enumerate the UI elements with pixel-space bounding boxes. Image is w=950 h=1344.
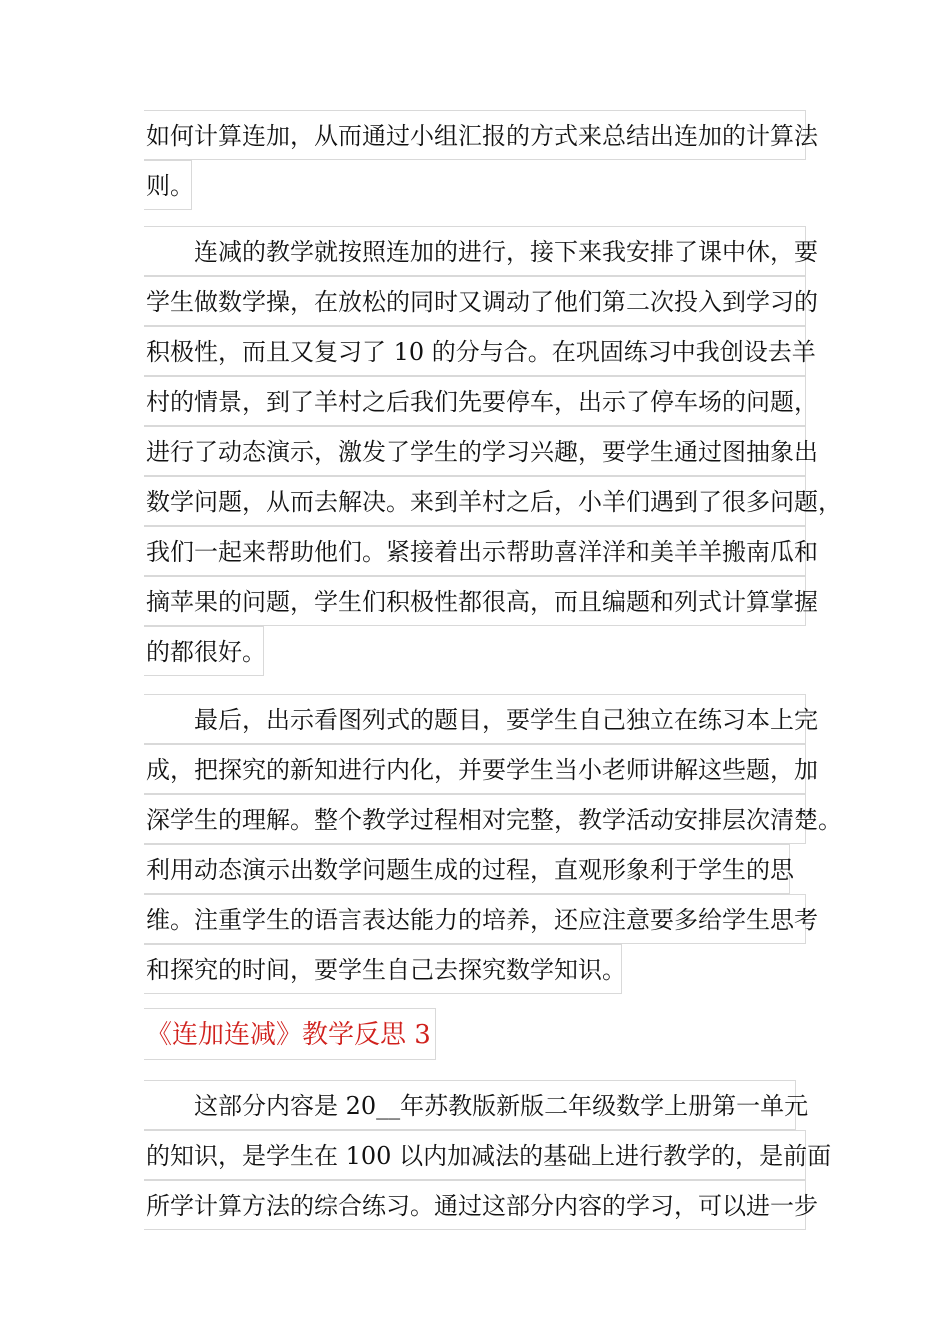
text-line: 学生做数学操，在放松的同时又调动了他们第二次投入到学习的 [144, 276, 806, 326]
text-line: 则。 [144, 160, 192, 210]
text-line: 这部分内容是 20__年苏教版新版二年级数学上册第一单元 [144, 1080, 796, 1130]
text-line: 成，把探究的新知进行内化，并要学生当小老师讲解这些题，加 [144, 744, 806, 794]
text-line: 利用动态演示出数学问题生成的过程，直观形象利于学生的思 [144, 844, 790, 894]
text-line: 的都很好。 [144, 626, 264, 676]
section-heading: 《连加连减》教学反思 3 [144, 1008, 436, 1060]
text-line: 深学生的理解。整个教学过程相对完整，教学活动安排层次清楚。 [144, 794, 806, 844]
text-line: 最后，出示看图列式的题目，要学生自己独立在练习本上完 [144, 694, 806, 744]
text-line: 的知识，是学生在 100 以内加减法的基础上进行教学的，是前面 [144, 1130, 806, 1180]
text-line: 如何计算连加，从而通过小组汇报的方式来总结出连加的计算法 [144, 110, 806, 160]
text-line: 我们一起来帮助他们。紧接着出示帮助喜洋洋和美羊羊搬南瓜和 [144, 526, 806, 576]
text-line: 积极性，而且又复习了 10 的分与合。在巩固练习中我创设去羊 [144, 326, 806, 376]
text-line: 进行了动态演示，激发了学生的学习兴趣，要学生通过图抽象出 [144, 426, 806, 476]
text-line: 摘苹果的问题，学生们积极性都很高，而且编题和列式计算掌握 [144, 576, 806, 626]
text-line: 维。注重学生的语言表达能力的培养，还应注意要多给学生思考 [144, 894, 806, 944]
text-line: 连减的教学就按照连加的进行，接下来我安排了课中休，要 [144, 226, 806, 276]
text-line: 所学计算方法的综合练习。通过这部分内容的学习，可以进一步 [144, 1180, 806, 1230]
text-line: 和探究的时间，要学生自己去探究数学知识。 [144, 944, 622, 994]
text-line: 村的情景，到了羊村之后我们先要停车，出示了停车场的问题， [144, 376, 806, 426]
text-line: 数学问题，从而去解决。来到羊村之后，小羊们遇到了很多问题， [144, 476, 806, 526]
